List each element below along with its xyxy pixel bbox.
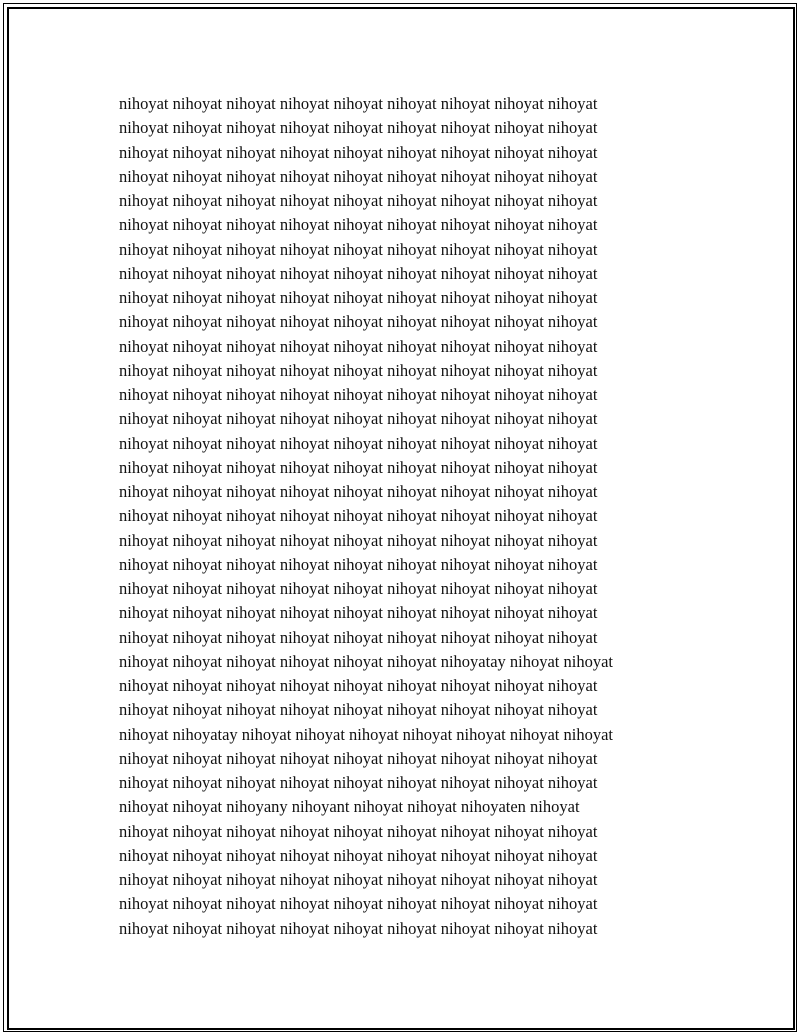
text-line: nihoyat nihoyat nihoyat nihoyat nihoyat nihoyat nihoyat nihoyat nihoyat [119, 312, 598, 332]
text-line: nihoyat nihoyat nihoyat nihoyat nihoyat nihoyat nihoyat nihoyat nihoyat [119, 360, 598, 380]
text-line: nihoyat nihoyat nihoyat nihoyat nihoyat nihoyat nihoyat nihoyat nihoyat [119, 191, 598, 210]
text-line: nihoyat nihoyat nihoyat nihoyat nihoyat nihoyat nihoyat nihoyat nihoyat [119, 748, 598, 768]
text-line: nihoyat nihoyat nihoyat nihoyat nihoyat nihoyat nihoyat nihoyat nihoyat [119, 94, 598, 113]
text-line: nihoyat nihoyat nihoyany nihoyant nihoyat nihoyat nihoyaten nihoyat [119, 797, 580, 817]
text-line: nihoyat nihoyat nihoyat nihoyat nihoyat nihoyat nihoyat nihoyat nihoyat [119, 579, 598, 598]
text-line: nihoyat nihoyat nihoyat nihoyat nihoyat nihoyat nihoyat nihoyat nihoyat [119, 676, 598, 695]
text-line: nihoyat nihoyat nihoyat nihoyat nihoyat nihoyat nihoyat nihoyat nihoyat [119, 118, 598, 138]
text-line: nihoyat nihoyat nihoyat nihoyat nihoyat nihoyat nihoyat nihoyat nihoyat [119, 215, 598, 235]
text-line: nihoyat nihoyat nihoyat nihoyat nihoyat nihoyat nihoyat nihoyat nihoyat [119, 482, 598, 501]
text-line: nihoyat nihoyat nihoyat nihoyat nihoyat nihoyat nihoyat nihoyat nihoyat [119, 870, 598, 889]
text-line: nihoyat nihoyat nihoyat nihoyat nihoyat nihoyat nihoyat nihoyat nihoyat [119, 142, 598, 162]
text-line: nihoyat nihoyat nihoyat nihoyat nihoyat nihoyat nihoyat nihoyat nihoyat [119, 530, 598, 550]
text-line: nihoyat nihoyatay nihoyat nihoyat nihoyat nihoyat nihoyat nihoyat nihoyat [119, 724, 614, 744]
text-line: nihoyat nihoyat nihoyat nihoyat nihoyat nihoyat nihoyat nihoyat nihoyat [119, 845, 598, 865]
text-line: nihoyat nihoyat nihoyat nihoyat nihoyat nihoyat nihoyat nihoyat nihoyat [119, 506, 598, 526]
text-line: nihoyat nihoyat nihoyat nihoyat nihoyat nihoyat nihoyat nihoyat nihoyat [119, 263, 598, 283]
text-line: nihoyat nihoyat nihoyat nihoyat nihoyat nihoyat nihoyat nihoyat nihoyat [119, 336, 598, 356]
text-line: nihoyat nihoyat nihoyat nihoyat nihoyat nihoyat nihoyat nihoyat nihoyat [119, 894, 598, 914]
text-line: nihoyat nihoyat nihoyat nihoyat nihoyat nihoyat nihoyat nihoyat nihoyat [119, 385, 598, 404]
text-line: nihoyat nihoyat nihoyat nihoyat nihoyat nihoyat nihoyat nihoyat nihoyat [119, 239, 598, 259]
text-line: nihoyat nihoyat nihoyat nihoyat nihoyat nihoyat nihoyat nihoyat nihoyat [119, 433, 598, 453]
text-line: nihoyat nihoyat nihoyat nihoyat nihoyat nihoyat nihoyat nihoyat nihoyat [119, 554, 598, 574]
text-line: nihoyat nihoyat nihoyat nihoyat nihoyat nihoyat nihoyat nihoyat nihoyat [119, 821, 598, 841]
text-line: nihoyat nihoyat nihoyat nihoyat nihoyat nihoyat nihoyat nihoyat nihoyat [119, 700, 598, 720]
text-line: nihoyat nihoyat nihoyat nihoyat nihoyat nihoyat nihoyat nihoyat nihoyat [119, 457, 598, 477]
text-line: nihoyat nihoyat nihoyat nihoyat nihoyat nihoyat nihoyatay nihoyat nihoyat [119, 651, 614, 671]
text-line: nihoyat nihoyat nihoyat nihoyat nihoyat nihoyat nihoyat nihoyat nihoyat [119, 409, 598, 429]
text-line: nihoyat nihoyat nihoyat nihoyat nihoyat nihoyat nihoyat nihoyat nihoyat [119, 603, 598, 623]
text-line: nihoyat nihoyat nihoyat nihoyat nihoyat nihoyat nihoyat nihoyat nihoyat [119, 166, 598, 186]
text-line: nihoyat nihoyat nihoyat nihoyat nihoyat nihoyat nihoyat nihoyat nihoyat [119, 288, 598, 307]
text-line: nihoyat nihoyat nihoyat nihoyat nihoyat nihoyat nihoyat nihoyat nihoyat [119, 918, 598, 938]
text-line: nihoyat nihoyat nihoyat nihoyat nihoyat nihoyat nihoyat nihoyat nihoyat [119, 773, 598, 792]
document-body [119, 92, 739, 941]
text-line: nihoyat nihoyat nihoyat nihoyat nihoyat nihoyat nihoyat nihoyat nihoyat [119, 627, 598, 647]
